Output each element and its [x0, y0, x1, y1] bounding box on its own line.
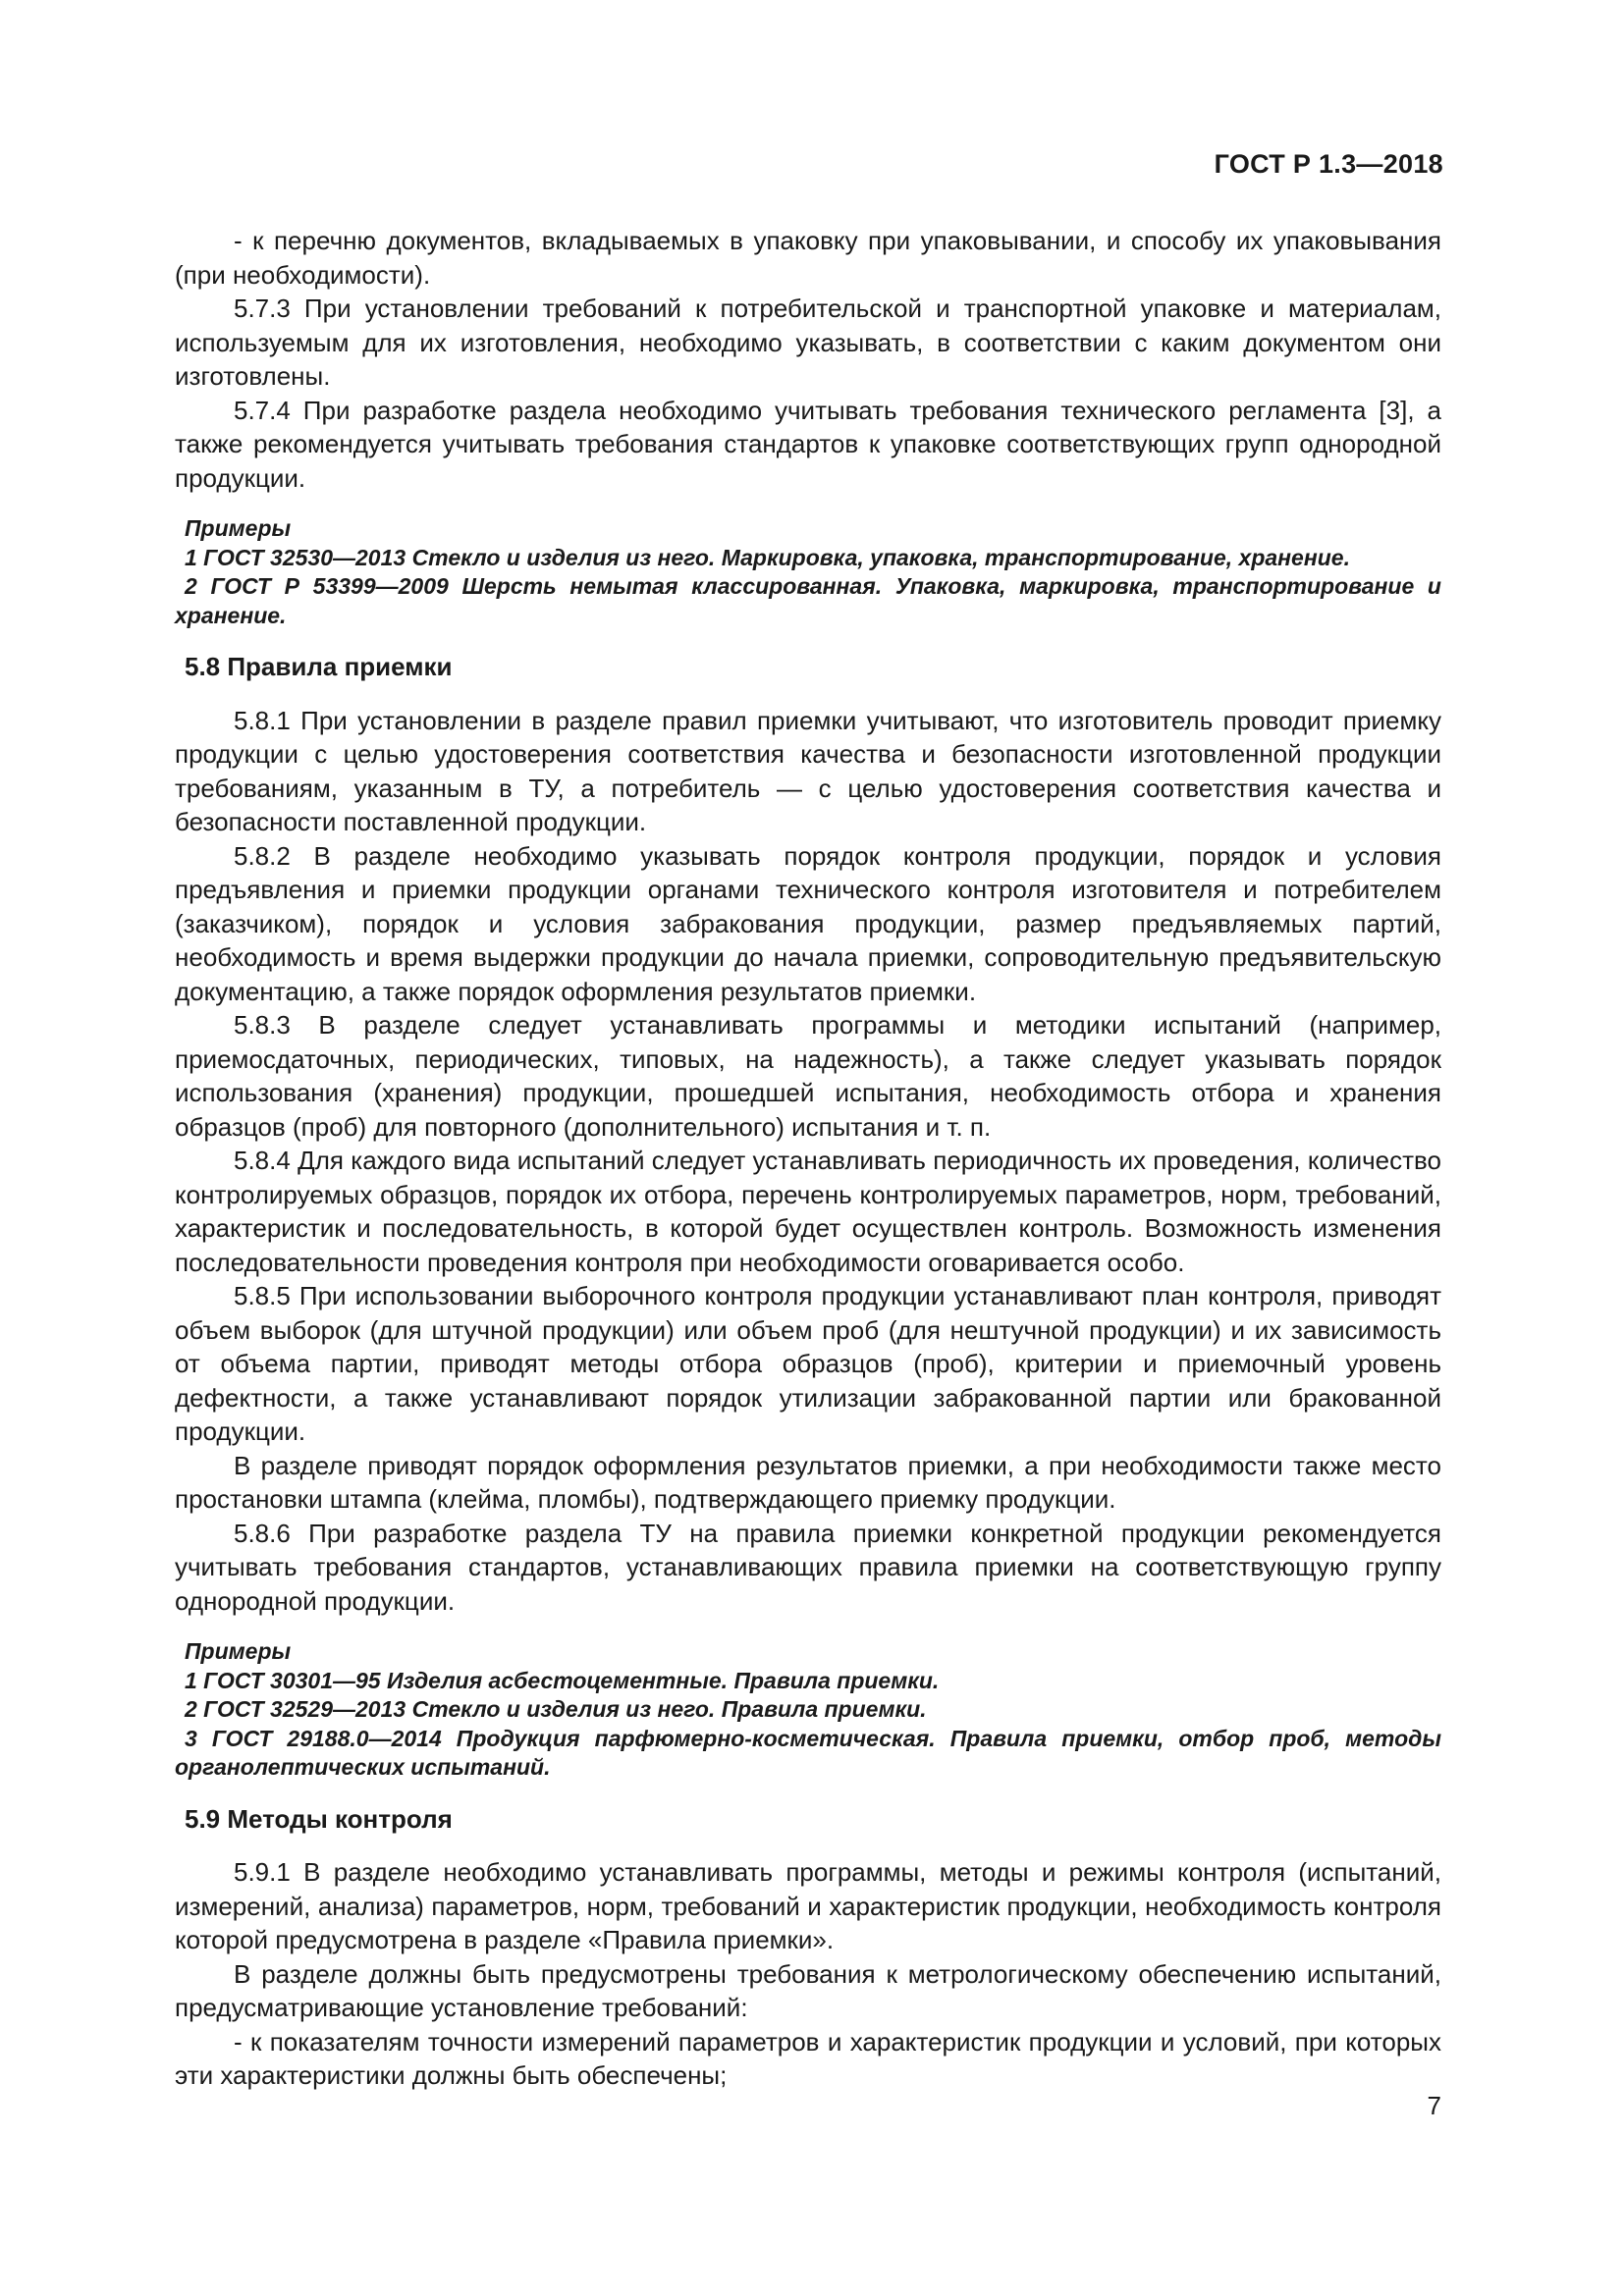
- section-heading: 5.9 Методы контроля: [185, 1803, 453, 1834]
- body-paragraph: - к перечню документов, вкладываемых в упаковку при упаковывании, и способу их упаковывания (при необходимости).: [175, 226, 1441, 290]
- body-paragraph: 5.8.2 В разделе необходимо указывать порядок контроля продукции, порядок и условия предъявления и приемки продукции органами технического контроля изготовителя и потребителем (заказчиком), порядок и условия забракования продукции, размер предъявляемых партий, необходимость и время выдержки продукции до начала приемки, сопроводительную предъявительскую документацию, а также порядок оформления результатов приемки.: [175, 840, 1441, 1006]
- body-paragraph: 5.9.1 В разделе необходимо устанавливать программы, методы и режимы контроля (испытаний, измерений, анализа) параметров, норм, требований и характеристик продукции, необходимость контроля которой предусмотрена в разделе «Правила приемки».: [175, 1857, 1441, 1954]
- body-paragraph: - к показателям точности измерений параметров и характеристик продукции и условий, при которых эти характеристики должны быть обеспечены;: [175, 2026, 1441, 2090]
- example-item: 2 ГОСТ 32529—2013 Стекло и изделия из него. Правила приемки.: [185, 1696, 927, 1722]
- body-paragraph: 5.8.5 При использовании выборочного контроля продукции устанавливают план контроля, приводят объем выборок (для штучной продукции) или объем проб (для нештучной продукции) и их зависимость от объема партии, приводят методы отбора образцов (проб), критерии и приемочный уровень дефектности, а также устанавливают порядок утилизации забракованной партии или бракованной продукции.: [175, 1281, 1441, 1446]
- examples-title: Примеры: [185, 1638, 292, 1664]
- example-item: 1 ГОСТ 32530—2013 Стекло и изделия из него. Маркировка, упаковка, транспортирование, хранение.: [185, 544, 1350, 570]
- examples-title: Примеры: [185, 515, 292, 541]
- body-paragraph: 5.7.4 При разработке раздела необходимо учитывать требования технического регламента [3], а также рекомендуется учитывать требования стандартов к упаковке соответствующих групп однородной продукции.: [175, 395, 1441, 493]
- page-number: 7: [1427, 2091, 1441, 2120]
- section-heading: 5.8 Правила приемки: [185, 652, 453, 681]
- examples-block: [175, 514, 1441, 630]
- body-paragraph: 5.8.6 При разработке раздела ТУ на правила приемки конкретной продукции рекомендуется учитывать требования стандартов, устанавливающих правила приемки на соответствующую группу однородной продукции.: [175, 1518, 1441, 1616]
- body-paragraph: 5.8.3 В разделе следует устанавливать программы и методики испытаний (например, приемосдаточных, периодических, типовых, на надежность), а также следует указывать порядок использования (хранения) продукции, прошедшей испытания, необходимость отбора и хранения образцов (проб) для повторного (дополнительного) испытания и т. п.: [175, 1010, 1441, 1142]
- examples-block: [175, 1637, 1441, 1783]
- example-item: 2 ГОСТ Р 53399—2009 Шерсть немытая классированная. Упаковка, маркировка, транспортирование и хранение.: [175, 573, 1441, 628]
- document-body: [175, 224, 1441, 2093]
- document-code-header: ГОСТ Р 1.3—2018: [1214, 149, 1443, 179]
- body-paragraph: В разделе приводят порядок оформления результатов приемки, а при необходимости также место простановки штампа (клейма, пломбы), подтверждающего приемку продукции.: [175, 1450, 1441, 1514]
- body-paragraph: В разделе должны быть предусмотрены требования к метрологическому обеспечению испытаний, предусматривающие установление требований:: [175, 1958, 1441, 2022]
- example-item: 3 ГОСТ 29188.0—2014 Продукция парфюмерно-косметическая. Правила приемки, отбор проб, методы органолептических испытаний.: [175, 1725, 1441, 1780]
- body-paragraph: 5.8.4 Для каждого вида испытаний следует устанавливать периодичность их проведения, количество контролируемых образцов, порядок их отбора, перечень контролируемых параметров, норм, требований, характеристик и последовательность, в которой будет осуществлен контроль. Возможность изменения последовательности проведения контроля при необходимости оговаривается особо.: [175, 1146, 1441, 1277]
- body-paragraph: 5.8.1 При установлении в разделе правил приемки учитывают, что изготовитель проводит приемку продукции с целью удостоверения соответствия качества и безопасности изготовленной продукции требованиям, указанным в ТУ, а потребитель — с целью удостоверения соответствия качества и безопасности поставленной продукции.: [175, 705, 1441, 836]
- example-item: 1 ГОСТ 30301—95 Изделия асбестоцементные. Правила приемки.: [185, 1667, 940, 1693]
- body-paragraph: 5.7.3 При установлении требований к потребительской и транспортной упаковке и материалам, используемым для их изготовления, необходимо указывать, в соответствии с каким документом они изготовлены.: [175, 294, 1441, 391]
